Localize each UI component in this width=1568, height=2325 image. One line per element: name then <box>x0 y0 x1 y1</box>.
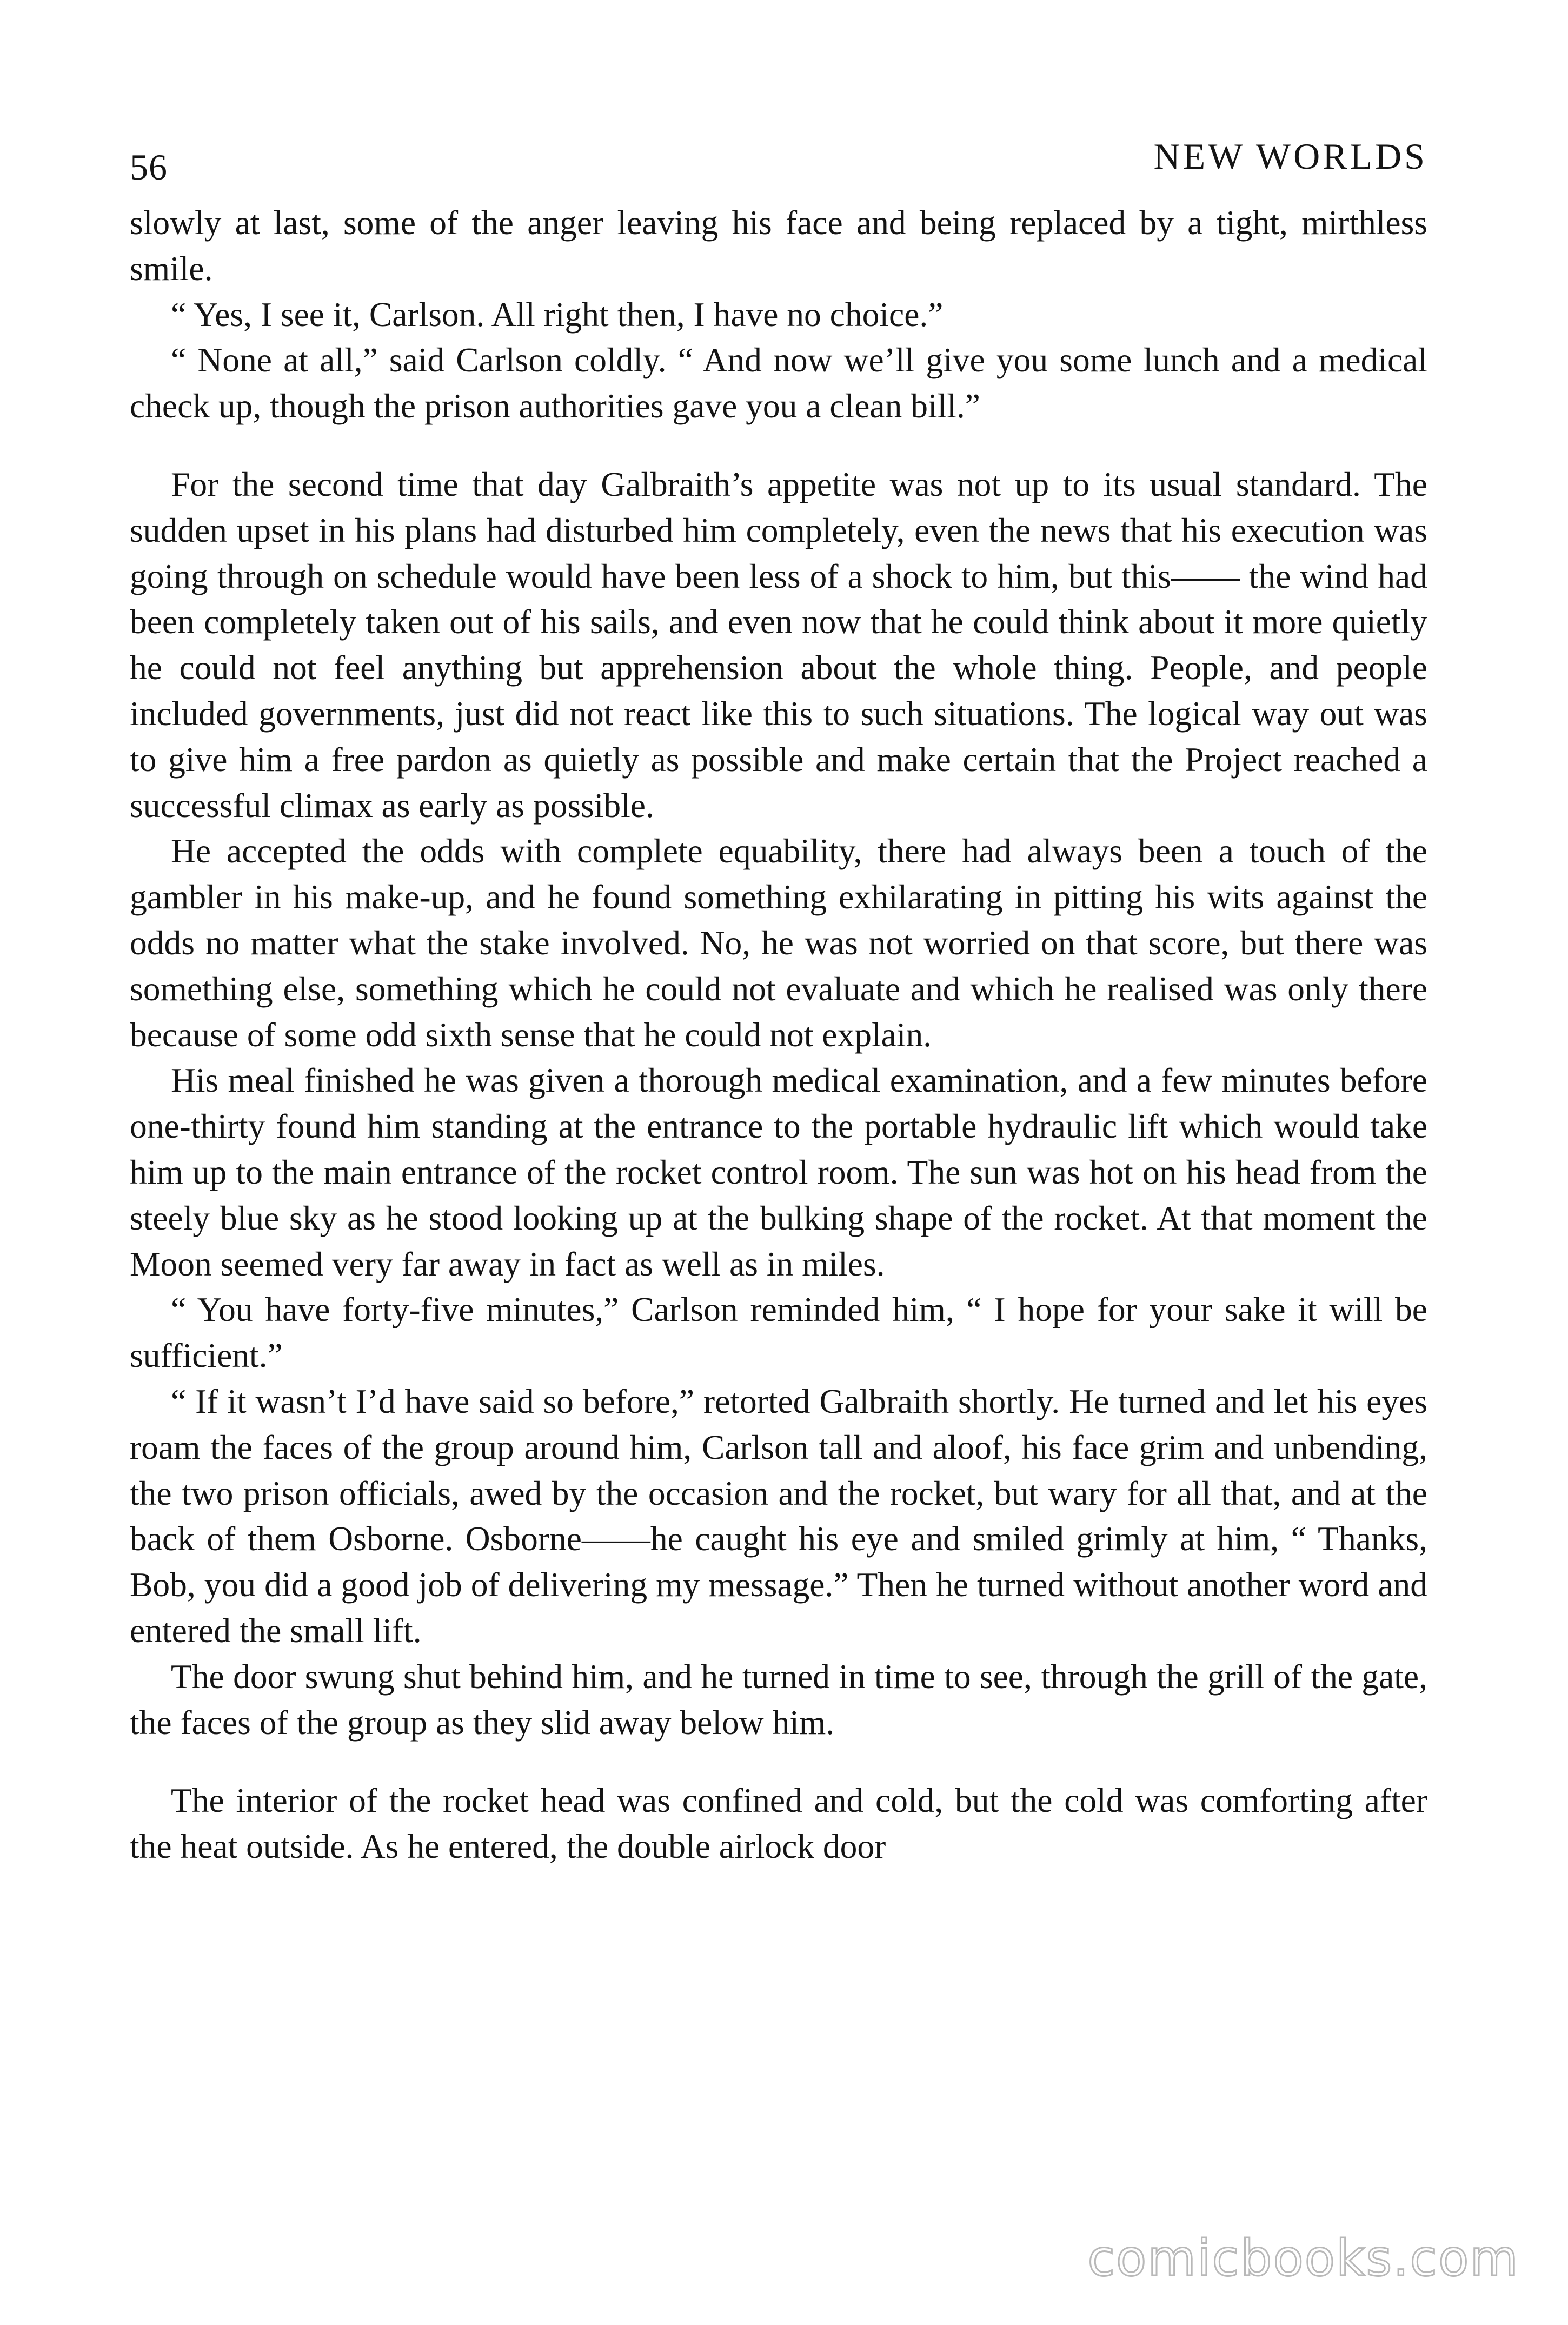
paragraph: “ If it wasn’t I’d have said so before,” retorted Galbraith shortly. He turned and let his eyes roam the faces of the group around him, Carlson tall and aloof, his face grim and unbending, the two prison officials, awed by the occasion and the rocket, but wary for all that, and at the back of them Osborne. Osborne——he caught his eye and smiled grimly at him, “ Thanks, Bob, you did a good job of delivering my message.” Then he turned without another word and entered the small lift. <box>130 1381 1427 1650</box>
site-watermark: comicbooks.com <box>1087 2229 1519 2287</box>
paragraph: “ Yes, I see it, Carlson. All right then, I have no choice.” <box>171 295 944 334</box>
body-text <box>130 200 1427 1870</box>
running-head <box>130 130 1427 200</box>
running-title: NEW WORLDS <box>1153 136 1427 177</box>
paragraph: For the second time that day Galbraith’s appetite was not up to its usual standard. The sudden upset in his plans had disturbed him completely, even the news that his execution was going through on schedule would have been less of a shock to him, but this—— the wind had been completely taken out of his sails, and even now that he could think about it more quietly he could not feel anything but apprehension about the whole thing. People, and people included governments, just did not react like this to such situations. The logical way out was to give him a free pardon as quietly as possible and make certain that the Project reached a successful climax as early as possible. <box>130 464 1427 825</box>
book-page <box>130 130 1427 2238</box>
page-number: 56 <box>130 147 168 188</box>
paragraph: He accepted the odds with complete equability, there had always been a touch of the gambler in his make-up, and he found something exhilarating in pitting his wits against the odds no matter what the stake involved. No, he was not worried on that score, but there was something else, something which he could not evaluate and which he realised was only there because of some odd sixth sense that he could not explain. <box>130 832 1427 1054</box>
paragraph: “ None at all,” said Carlson coldly. “ And now we’ll give you some lunch and a medical check up, though the prison authorities gave you a clean bill.” <box>130 341 1427 426</box>
paragraph: The interior of the rocket head was confined and cold, but the cold was comforting after the heat outside. As he entered, the double airlock door <box>130 1781 1427 1866</box>
paragraph: “ You have forty-five minutes,” Carlson reminded him, “ I hope for your sake it will be sufficient.” <box>130 1290 1427 1375</box>
paragraph: The door swung shut behind him, and he turned in time to see, through the grill of the gate, the faces of the group as they slid away below him. <box>130 1657 1427 1742</box>
paragraph: His meal finished he was given a thorough medical examination, and a few minutes before one-thirty found him standing at the entrance to the portable hydraulic lift which would take him up to the main entrance of the rocket control room. The sun was hot on his head from the steely blue sky as he stood looking up at the bulking shape of the rocket. At that moment the Moon seemed very far away in fact as well as in miles. <box>130 1061 1427 1283</box>
paragraph: slowly at last, some of the anger leaving his face and being replaced by a tight, mirthless smile. <box>130 203 1427 288</box>
